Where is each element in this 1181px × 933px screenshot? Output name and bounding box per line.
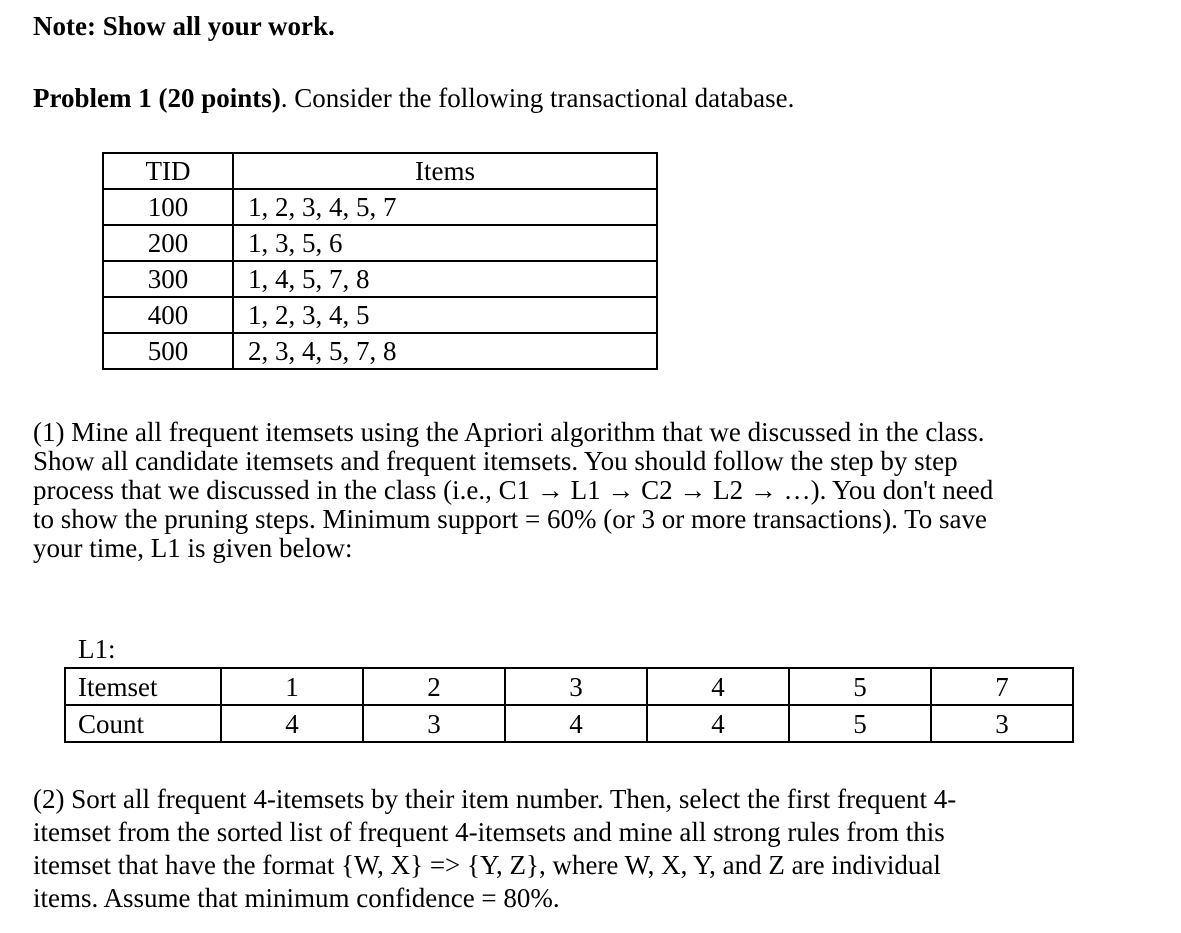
part2-line: itemset from the sorted list of frequent 4-itemsets and mine all strong rules from this [33, 817, 945, 847]
l1-itemset-cell: 3 [505, 668, 647, 705]
items-cell: 1, 2, 3, 4, 5, 7 [233, 189, 657, 225]
part1-line: your time, L1 is given below: [33, 533, 353, 563]
note-heading: Note: Show all your work. [33, 11, 335, 41]
l1-count-row [65, 705, 1073, 742]
l1-itemset-row [65, 668, 1073, 705]
l1-label: L1: [78, 634, 116, 664]
table-row [103, 225, 657, 261]
l1-table [64, 667, 1074, 743]
table-row [103, 189, 657, 225]
items-cell: 1, 2, 3, 4, 5 [233, 297, 657, 333]
l1-count-cell: 5 [789, 705, 931, 742]
l1-count-cell: 3 [931, 705, 1073, 742]
tid-cell: 300 [103, 261, 233, 297]
header-tid: TID [103, 153, 233, 189]
l1-itemset-cell: 5 [789, 668, 931, 705]
part2-question [33, 783, 1173, 915]
table-row [103, 261, 657, 297]
l1-itemset-cell: 4 [647, 668, 789, 705]
l1-itemset-cell: 7 [931, 668, 1073, 705]
part2-line: items. Assume that minimum confidence = 80%. [33, 883, 560, 913]
l1-itemset-cell: 2 [363, 668, 505, 705]
header-items: Items [233, 153, 657, 189]
part1-question [33, 418, 1173, 563]
problem-text: . Consider the following transactional database. [280, 83, 795, 113]
table-row [103, 297, 657, 333]
items-cell: 1, 3, 5, 6 [233, 225, 657, 261]
l1-count-cell: 4 [647, 705, 789, 742]
part1-line: (1) Mine all frequent itemsets using the Apriori algorithm that we discussed in the class. [33, 417, 985, 447]
tid-cell: 200 [103, 225, 233, 261]
part2-line: (2) Sort all frequent 4-itemsets by their item number. Then, select the first frequent 4- [33, 784, 957, 814]
part2-line: itemset that have the format {W, X} => {Y, Z}, where W, X, Y, and Z are individual [33, 850, 941, 880]
table-row [103, 333, 657, 369]
tid-cell: 500 [103, 333, 233, 369]
l1-row-label: Count [65, 705, 221, 742]
tid-cell: 100 [103, 189, 233, 225]
l1-count-cell: 4 [221, 705, 363, 742]
l1-row-label: Itemset [65, 668, 221, 705]
tid-cell: 400 [103, 297, 233, 333]
items-cell: 1, 4, 5, 7, 8 [233, 261, 657, 297]
transaction-table [102, 152, 658, 370]
part1-line: to show the pruning steps. Minimum support = 60% (or 3 or more transactions). To save [33, 504, 987, 534]
transaction-table-header [103, 153, 657, 189]
part1-line: process that we discussed in the class (i.e., C1 → L1 → C2 → L2 → …). You don't need [33, 475, 994, 505]
l1-count-cell: 3 [363, 705, 505, 742]
part1-line: Show all candidate itemsets and frequent itemsets. You should follow the step by step [33, 446, 958, 476]
items-cell: 2, 3, 4, 5, 7, 8 [233, 333, 657, 369]
l1-itemset-cell: 1 [221, 668, 363, 705]
l1-count-cell: 4 [505, 705, 647, 742]
problem-statement [33, 82, 794, 114]
problem-title: Problem 1 (20 points) [33, 83, 281, 113]
